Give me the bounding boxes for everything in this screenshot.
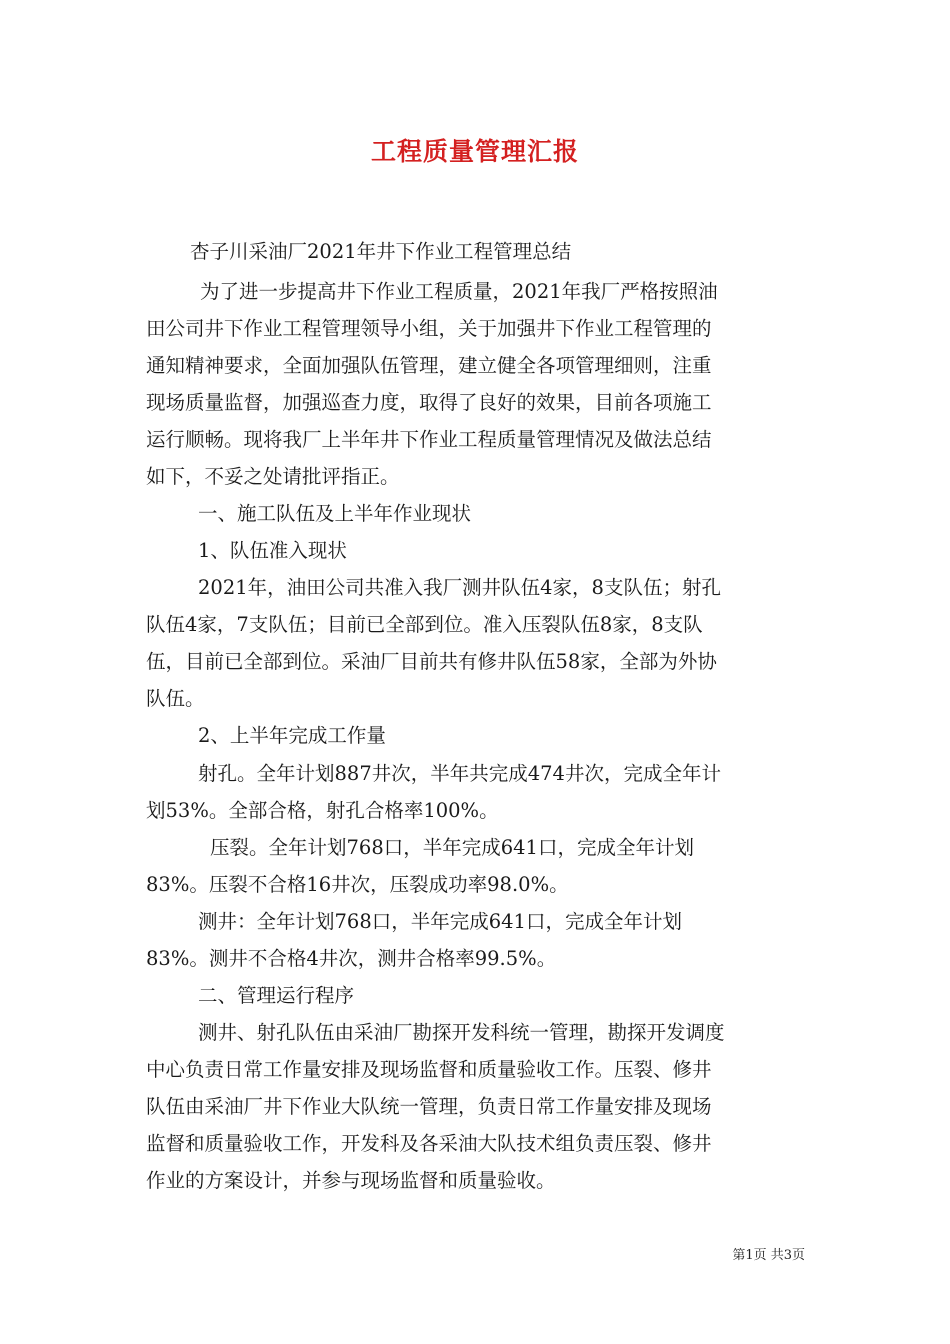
paragraph-line: 队伍4家，7支队伍；目前已全部到位。准入压裂队伍8家，8支队 (146, 613, 703, 636)
section-heading: 二、管理运行程序 (198, 984, 355, 1007)
subtitle-line: 杏子川采油厂2021年井下作业工程管理总结 (190, 240, 572, 263)
paragraph-line: 运行顺畅。现将我厂上半年井下作业工程质量管理情况及做法总结 (146, 428, 712, 451)
paragraph-line: 划53%。全部合格，射孔合格率100%。 (146, 799, 499, 822)
subsection-heading: 2、上半年完成工作量 (198, 724, 386, 747)
paragraph-line: 队伍。 (146, 687, 205, 710)
paragraph-line: 伍，目前已全部到位。采油厂目前共有修井队伍58家，全部为外协 (146, 650, 717, 673)
page-title: 工程质量管理汇报 (370, 137, 579, 166)
paragraph-line: 83%。测井不合格4井次，测井合格率99.5%。 (146, 947, 557, 970)
paragraph-line: 为了进一步提高井下作业工程质量，2021年我厂严格按照油 (200, 280, 718, 303)
page-number: 第1页 共3页 (732, 1248, 805, 1263)
paragraph-line: 测井、射孔队伍由采油厂勘探开发科统一管理，勘探开发调度 (198, 1021, 725, 1044)
paragraph-line: 通知精神要求，全面加强队伍管理，建立健全各项管理细则，注重 (146, 354, 712, 377)
section-heading: 一、施工队伍及上半年作业现状 (198, 502, 472, 525)
subsection-heading: 1、队伍准入现状 (198, 539, 347, 562)
paragraph-line: 作业的方案设计，并参与现场监督和质量验收。 (146, 1169, 556, 1192)
paragraph-line: 队伍由采油厂井下作业大队统一管理，负责日常工作量安排及现场 (146, 1095, 712, 1118)
paragraph-line: 83%。压裂不合格16井次，压裂成功率98.0%。 (146, 873, 569, 896)
paragraph-line: 射孔。全年计划887井次，半年共完成474井次，完成全年计 (198, 762, 721, 785)
paragraph-line: 如下，不妥之处请批评指正。 (146, 465, 400, 488)
paragraph-line: 中心负责日常工作量安排及现场监督和质量验收工作。压裂、修井 (146, 1058, 712, 1081)
paragraph-line: 田公司井下作业工程管理领导小组，关于加强井下作业工程管理的 (146, 317, 712, 340)
paragraph-line: 测井：全年计划768口，半年完成641口，完成全年计划 (198, 910, 682, 933)
paragraph-line: 现场质量监督，加强巡查力度，取得了良好的效果，目前各项施工 (146, 391, 712, 414)
paragraph-line: 压裂。全年计划768口，半年完成641口，完成全年计划 (210, 836, 694, 859)
paragraph-line: 监督和质量验收工作，开发科及各采油大队技术组负责压裂、修井 (146, 1132, 712, 1155)
paragraph-line: 2021年，油田公司共准入我厂测井队伍4家，8支队伍；射孔 (198, 576, 721, 599)
